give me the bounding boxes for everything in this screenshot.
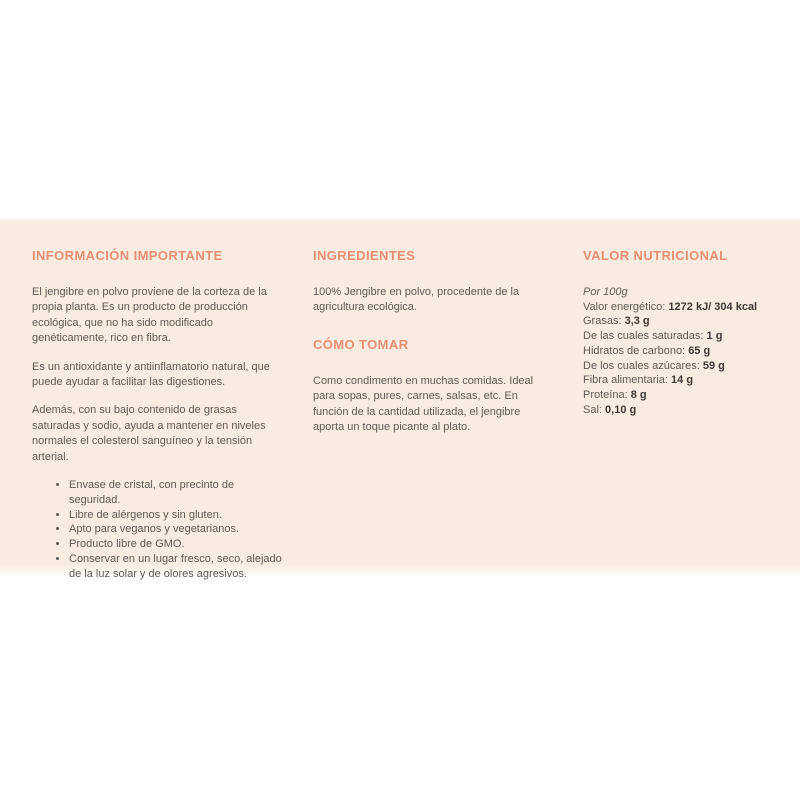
feature-item: • Apto para veganos y vegetarianos. (69, 522, 284, 537)
section-heading-informacion-importante: INFORMACIÓN IMPORTANTE (32, 248, 223, 263)
nutrition-row-grasas (583, 314, 788, 329)
como-tomar-paragraph: Como condimento en muchas comidas. Ideal para sopas, pures, carnes, salsas, etc. En función de la cantidad utilizada, el jengibre aporta un toque picante al plato. (313, 374, 534, 434)
column-informacion-importante (32, 248, 284, 582)
nutrition-label: Hidratos de carbono: (583, 344, 686, 357)
nutrition-label: Sal: (583, 403, 602, 416)
feature-item: • Producto libre de GMO. (69, 537, 284, 552)
nutrition-row-energia (583, 300, 788, 315)
nutrition-label: Grasas: (583, 315, 622, 328)
nutrition-label: Valor energético: (583, 300, 666, 313)
info-paragraph-2: Es un antioxidante y antiinflamatorio natural, que puede ayudar a facilitar las digestiones. (32, 360, 270, 389)
nutrition-value: 8 g (630, 388, 647, 401)
nutrition-value: 0,10 g (605, 403, 637, 416)
feature-item: • Envase de cristal, con precinto de seguridad. (69, 478, 284, 508)
nutrition-row-saturadas (583, 329, 788, 344)
nutrition-label: Proteína: (583, 388, 628, 401)
nutrition-row-hidratos (583, 344, 788, 359)
section-heading-ingredientes: INGREDIENTES (313, 248, 416, 263)
product-info-panel (0, 219, 800, 580)
nutrition-row-fibra (583, 373, 788, 388)
nutrition-serving-size: Por 100g (583, 286, 628, 298)
nutrition-row-azucares (583, 359, 788, 374)
column-ingredientes-como-tomar (313, 248, 551, 448)
nutrition-row-proteina (583, 388, 788, 403)
nutrition-value: 1 g (706, 330, 723, 343)
product-features-list (32, 478, 284, 582)
info-paragraph-1: El jengibre en polvo proviene de la corteza de la propia planta. Es un producto de producción ecológica, que no ha sido modificado genéticamente, rico en fibra. (32, 286, 267, 345)
column-valor-nutricional (583, 248, 788, 417)
nutrition-label: De los cuales azúcares: (583, 359, 700, 372)
nutrition-facts-list (583, 285, 788, 417)
nutrition-value: 1272 kJ/ 304 kcal (668, 300, 758, 313)
section-heading-como-tomar: CÓMO TOMAR (313, 336, 409, 352)
nutrition-row-sal (583, 403, 788, 418)
ingredientes-paragraph: 100% Jengibre en polvo, procedente de la agricultura ecológica. (313, 286, 520, 314)
nutrition-value: 14 g (671, 374, 694, 387)
nutrition-label: De las cuales saturadas: (583, 330, 704, 343)
feature-item: • Conservar en un lugar fresco, seco, alejado de la luz solar y de olores agresivos. (69, 552, 284, 582)
info-paragraph-3: Además, con su bajo contenido de grasas saturadas y sodio, ayuda a mantener en niveles normales el colesterol sanguíneo y la tensión arterial. (32, 404, 266, 463)
nutrition-label: Fibra alimentaria: (583, 374, 668, 387)
nutrition-value: 3,3 g (624, 315, 650, 328)
feature-item: • Libre de alérgenos y sin gluten. (69, 508, 284, 523)
nutrition-value: 65 g (688, 344, 711, 357)
nutrition-value: 59 g (702, 359, 725, 372)
section-heading-valor-nutricional: VALOR NUTRICIONAL (583, 248, 728, 263)
